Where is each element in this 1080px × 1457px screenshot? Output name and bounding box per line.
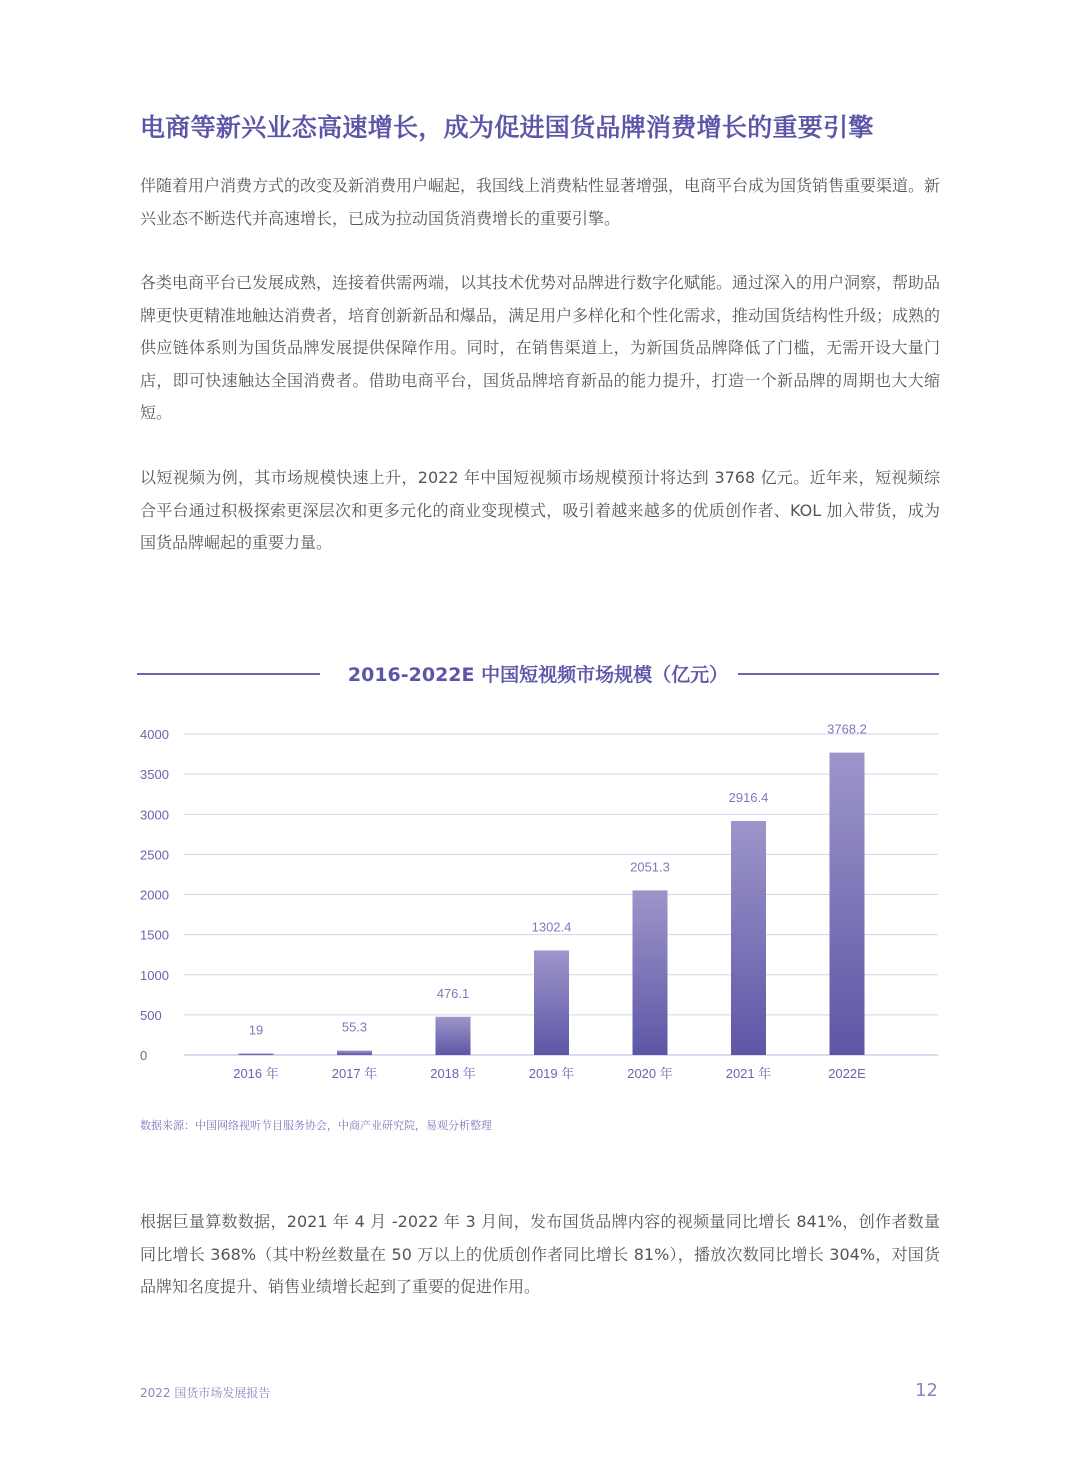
chart-title: 2016-2022E 中国短视频市场规模（亿元） xyxy=(347,664,729,686)
page-title: 电商等新兴业态高速增长，成为促进国货品牌消费增长的重要引擎 xyxy=(140,113,874,142)
data-label: 1302.4 xyxy=(531,919,572,935)
bar xyxy=(534,950,569,1055)
y-tick-label: 2500 xyxy=(140,847,169,863)
y-tick-label: 4000 xyxy=(140,727,169,742)
x-tick-label: 2022E xyxy=(828,1066,866,1081)
paragraph-4: 根据巨量算数数据，2021 年 4 月 -2022 年 3 月间，发布国货品牌内容的视频量同比增长 841%，创作者数量同比增长 368%（其中粉丝数量在 50 万以上的优质创作者同比增长 81%），播放次数同比增长 304%，对国货品牌知名度提升、销售业绩增长起到了重要的促进作用。 xyxy=(140,1212,940,1296)
x-tick-label: 2020 年 xyxy=(627,1066,673,1081)
x-tick-label: 2019 年 xyxy=(528,1066,575,1081)
report-name: 2022 国货市场发展报告 xyxy=(140,1386,271,1400)
bar xyxy=(436,1017,471,1055)
data-label: 476.1 xyxy=(436,985,470,1001)
y-tick-label: 1000 xyxy=(140,967,169,983)
page-number: 12 xyxy=(915,1380,938,1401)
bar xyxy=(633,890,668,1055)
x-tick-label: 2016 年 xyxy=(233,1066,279,1081)
paragraph-2: 各类电商平台已发展成熟，连接着供需两端，以其技术优势对品牌进行数字化赋能。通过深入的用户洞察，帮助品牌更快更精准地触达消费者，培育创新新品和爆品，满足用户多样化和个性化需求，推动国货结构性升级；成熟的供应链体系则为国货品牌发展提供保障作用。同时，在销售渠道上，为新国货品牌降低了门槛，无需开设大量门店，即可快速触达全国消费者。借助电商平台，国货品牌培育新品的能力提升，打造一个新品牌的周期也大大缩短。 xyxy=(140,273,941,422)
bar-chart xyxy=(0,700,1080,1100)
data-label: 3768.2 xyxy=(827,721,867,737)
data-label: 19 xyxy=(248,1022,264,1038)
paragraph-3: 以短视频为例，其市场规模快速上升，2022 年中国短视频市场规模预计将达到 3768 亿元。近年来，短视频综合平台通过积极探索更深层次和更多元化的商业变现模式，吸引着越来越多的优质创作者、KOL 加入带货，成为国货品牌崛起的重要力量。 xyxy=(140,468,940,552)
chart-header xyxy=(137,656,939,692)
y-tick-label: 2000 xyxy=(140,887,169,903)
y-tick-label: 3500 xyxy=(140,767,169,783)
title-rule-right xyxy=(738,673,939,675)
x-tick-label: 2017 年 xyxy=(331,1066,378,1081)
y-tick-label: 500 xyxy=(140,1007,162,1023)
bar xyxy=(830,753,865,1055)
paragraph-1: 伴随着用户消费方式的改变及新消费用户崛起，我国线上消费粘性显著增强，电商平台成为国货销售重要渠道。新兴业态不断迭代并高速增长，已成为拉动国货消费增长的重要引擎。 xyxy=(140,176,941,228)
y-tick-label: 0 xyxy=(140,1048,148,1063)
data-label: 55.3 xyxy=(341,1019,368,1035)
data-label: 2916.4 xyxy=(728,789,769,805)
bar xyxy=(239,1053,274,1055)
data-label: 2051.3 xyxy=(630,859,670,875)
data-source: 数据来源：中国网络视听节目服务协会，中商产业研究院，易观分析整理 xyxy=(140,1119,492,1132)
bar xyxy=(731,821,766,1055)
y-tick-label: 1500 xyxy=(140,927,169,943)
x-tick-label: 2018 年 xyxy=(430,1066,476,1081)
bar xyxy=(337,1051,372,1055)
y-tick-label: 3000 xyxy=(140,807,169,823)
x-tick-label: 2021 年 xyxy=(725,1066,772,1081)
